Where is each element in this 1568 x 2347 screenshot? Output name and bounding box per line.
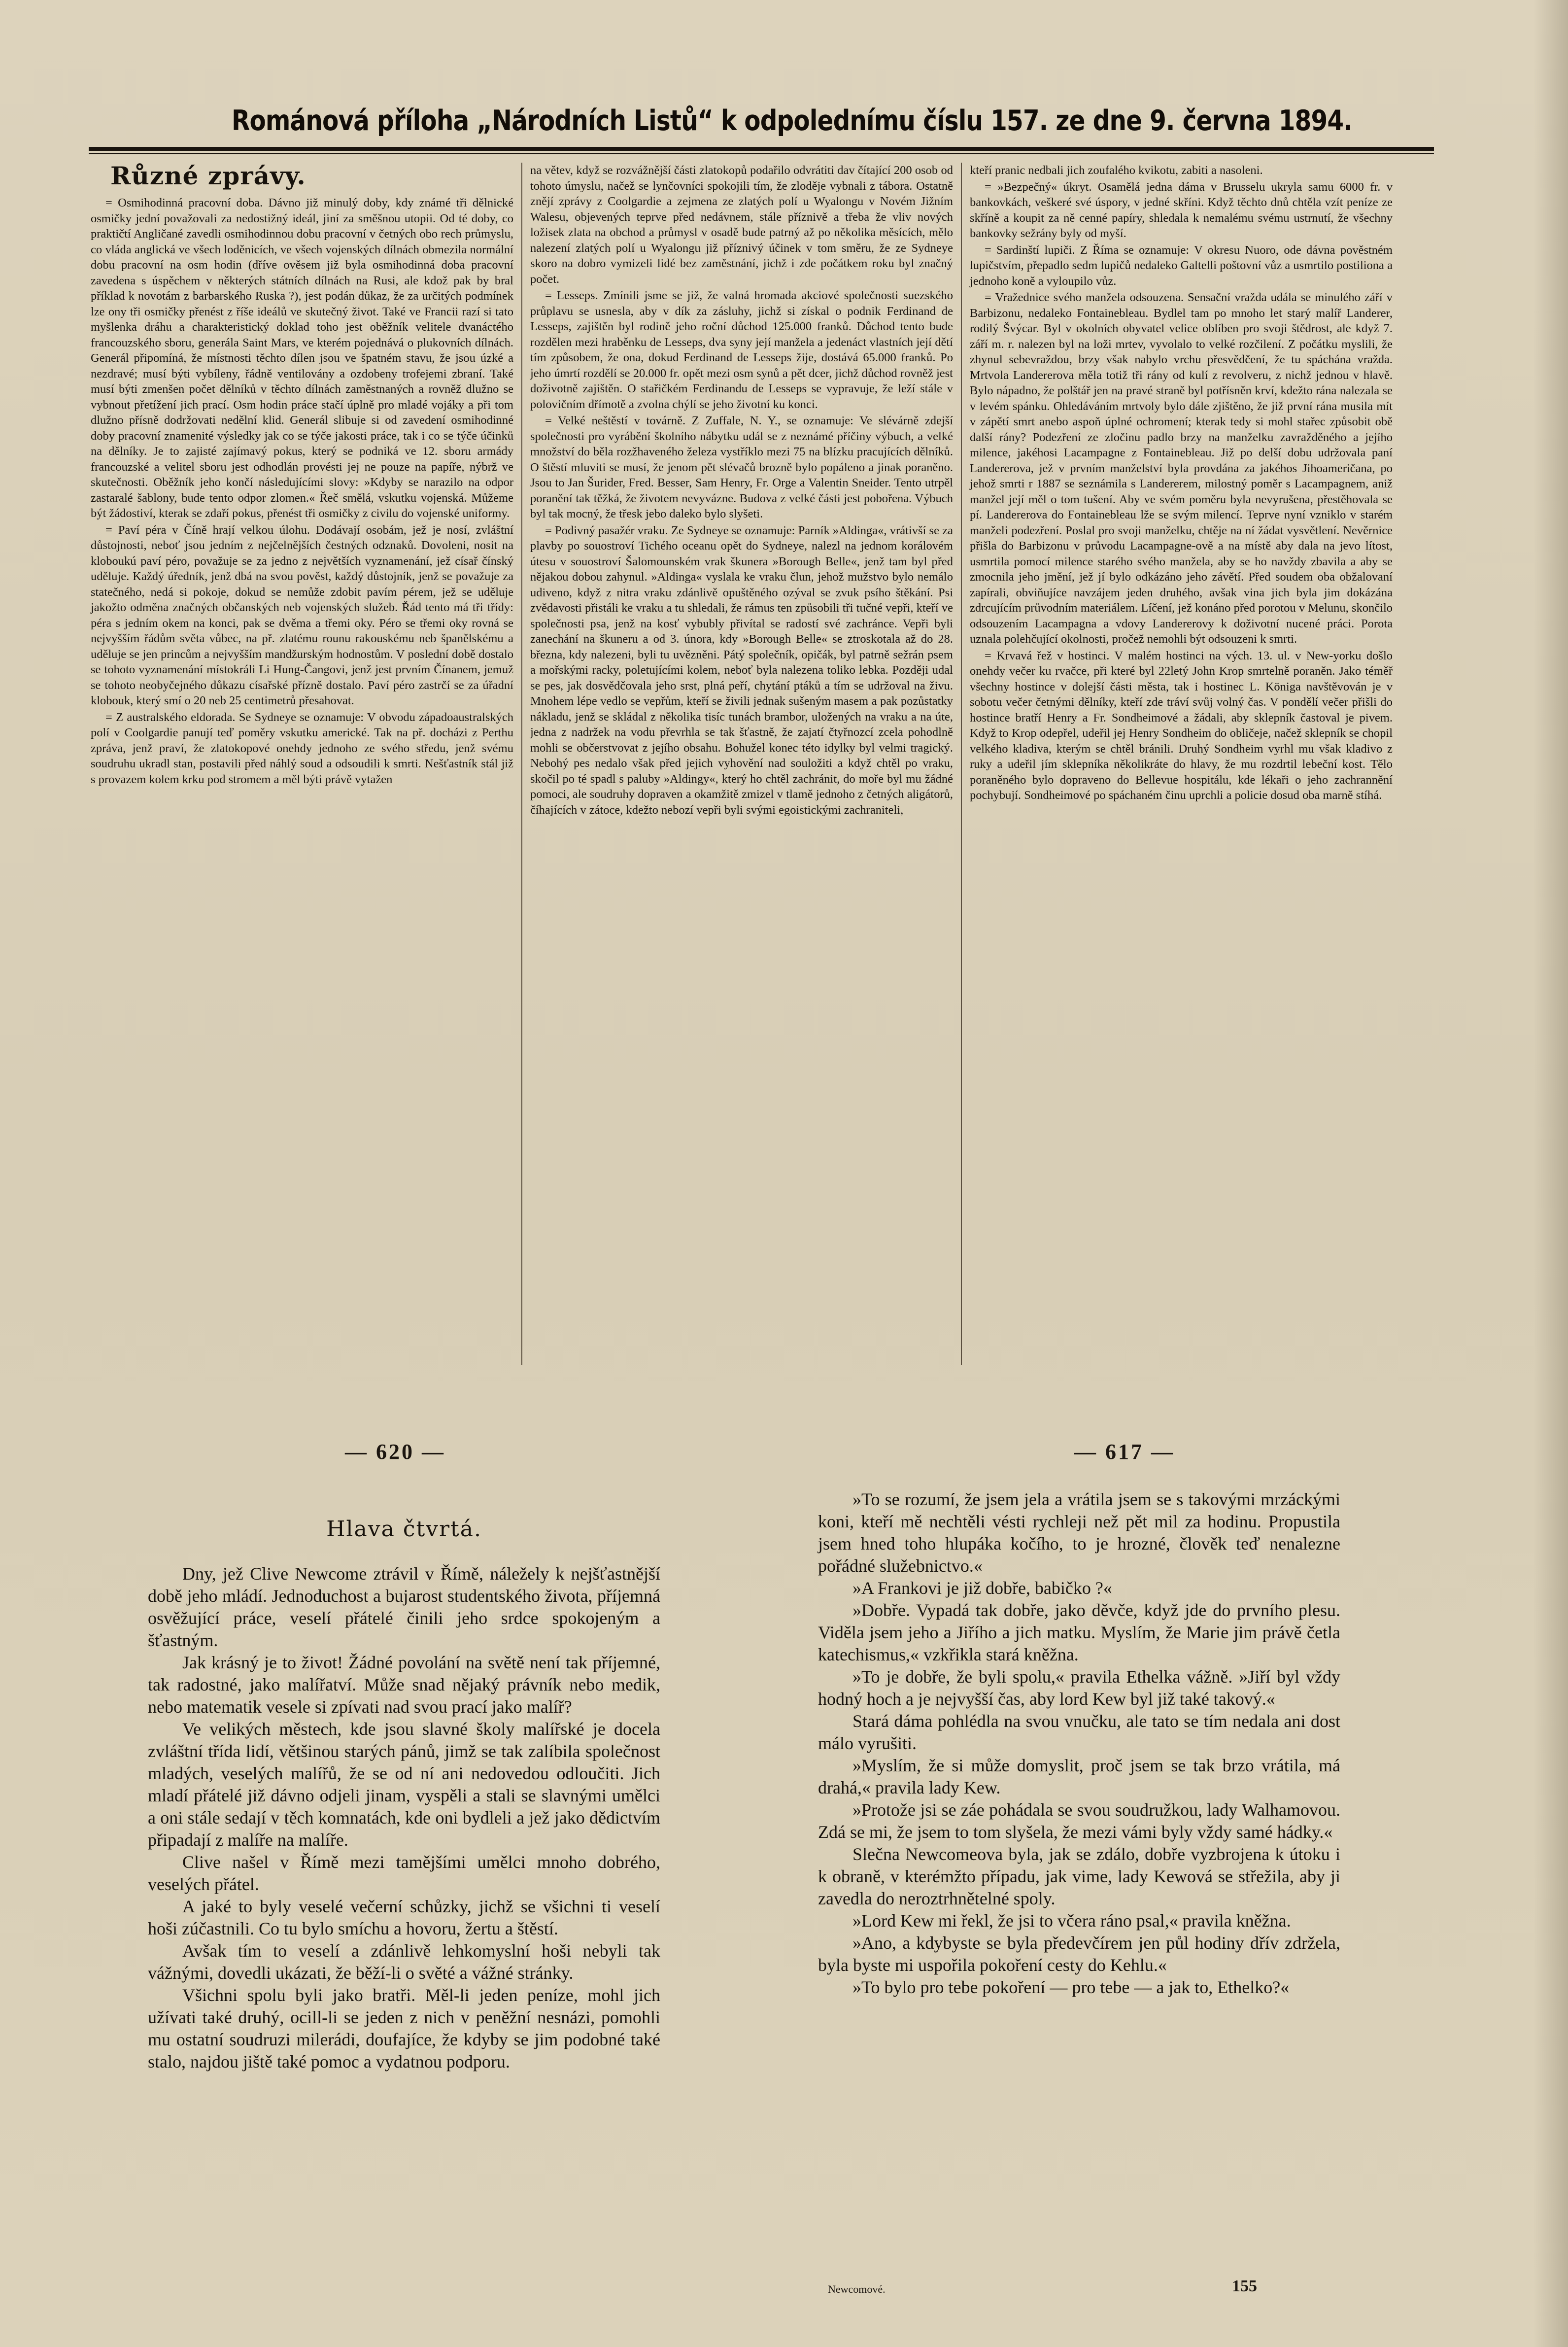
- news-item: = Osmihodinná pracovní doba. Dávno již minulý doby, kdy známé tři dělnické osmičky jední považovali za nedostižný ideál, jiní za směšnou utopii. Od té doby, co praktičtí Angličané zavedli osmihodinnou dobu pracovní v četných obo rech průmyslu, co vláda anglická ve všech loděnicích, ve všech vojenských dílnách obmezila normální dobu pracovní na osm hodin (dříve ověsem již byla osmihodinná doba pracovní zavedena s úspěchem v některých státních dílnách na Rusi, ale kdož pak by bral příklad k novotám z barbarského Ruska ?), jest podán důkaz, že za určitých podmínek lze ony tři osmičky přenést z říše ideálů ve skutečný život. Také ve Francii razí si tato myšlenka dráhu a charakteristický doklad toho jest oběžník velitele dvanáctého francouzského sboru, generála Saint Mars, ve kterém pojednává o plukovních dílnách. Generál připomíná, že místnosti těchto dílen jsou ve špatném stavu, že jsou úzké a nezdravé; musí býti vybíleny, řádně ventilovány a ozdobeny trofejemi zbraní. Také musí býti zmenšen počet dělníků v těchto dílnách zaměstnaných a rovněž dlužno se vybnout přetížení jich prací. Osm hodin práce stačí úplně pro mladé vojáky a při tom dlužno přísně dodržovati nedělní klid. Generál slibuje si od zavedení osmihodinné doby pracovní znamenité výsledky jak co se týče jakosti práce, tak i co se týče účinků na dělníky. Je to zajisté zajímavý pokus, který se podniká ve 12. sboru armády francouzské a velitel sboru jest odhodlán provésti jej ne pouze na papíře, nýbrž ve skutečnosti. Oběžník jeho končí následujícími slovy: »Kdyby se narazilo na odpor zastaralé šablony, bude tento odpor zlomen.« Řeč smělá, vskutku vojenská. Můžeme být žádostiví, kterak se zdaří pokus, přenést tři osmičky z civilu do vojenské uniformy.: [91, 196, 513, 520]
- news-item: = Paví péra v Číně hrají velkou úlohu. Dodávají osobám, jež je nosí, zvláštní důstojnosti, neboť jsou jedním z nejčelnějších čestných odznaků. Dovoleni, nosit na kloboukú paví péro, považuje se za jedno z největších vyznamenání, jež císař čínský uděluje. Každý úředník, jenž dbá na svou pověst, každý důstojník, jenž se považuje za statečného, nedá si pokoje, dokud se nemůže zdobit pavím pérem, jež se uděluje jakožto odměna značných občanských neb vojenských služeb. Řád tento má tři třídy: péra s jedním okem na konci, pak se dvěma a třemi oky. Péro se třemi oky rovná se nejvyšším řádům světa vůbec, na př. zlatému rounu rakouskému neb španělskému a uděluje se jen princům a nejvyšším mandžurským hodnostům. V poslední době dostalo se tohoto vyznamenání místokráli Li Hung-Čangovi, jenž jest prvním Čínanem, jemuž se tohoto neobyčejného důkazu císařské přízně dostalo. Paví péro zastrčí se za úřadní klobouk, který smí o 20 neb 25 centimetrů přesahovat.: [91, 523, 513, 707]
- section-title: Různé zprávy.: [110, 161, 306, 190]
- book-paragraph: Jak krásný je to život! Žádné povolání na světě není tak příjemné, tak radostné, jako malířatví. Může snad nějaký právník nebo medik, nebo matematik vesele si zpívati nad svou prací jako malíř?: [148, 1653, 660, 1717]
- book-paragraph: Clive našel v Římě mezi tamějšími umělci mnoho dobrého, veselých přátel.: [148, 1852, 660, 1894]
- left-book-page: [148, 1503, 660, 2073]
- news-item: = Z australského eldorada. Se Sydneye se oznamuje: V obvodu západoaustralských polí v Coolgardie panují teď poměry vskutku americké. Tak na př. docházi z Perthu zpráva, jenž praví, že zlatokopové onehdy jednoho ze svého středu, jenž svému soudruhu ukradl stan, postavili před náhlý soud a odsoudili k smrti. Nešťastník stál již s provazem kolem krku pod stromem a měl býti právě vytažen: [91, 710, 513, 786]
- news-item: na větev, když se rozvážnější části zlatokopů podařilo odvrátiti dav čítající 200 osob od tohoto úmyslu, načež se lynčovníci spokojili tím, že zloděje vybnali z tábora. Ostatně znějí zprávy z Coolgardie a zejmena ze zlatých polí u Wyalongu v Novém Jižním Walesu, objevených teprve před nedávnem, stále příznivě a třeba že vliv nových ložisek zlata na obchod a průmysl v osadě bude patrný až po několika měsících, mělo nalezení zlatých polí u Wyalongu již příznivý účinek v tom směru, že ze Sydneye skoro na dobro vymizeli lidé bez zaměstnání, jichž i zde počátkem roku byl značný počet.: [530, 164, 953, 286]
- chapter-title: Hlava čtvrtá.: [326, 1517, 482, 1542]
- news-item: = Krvavá řež v hostinci. V malém hostinci na vých. 13. ul. v New-yorku došlo onehdy večer ku rvačce, při které byl 22letý John Krop smrtelně poraněn. Jako téměř všechny hostince v dolejší části města, tak i hostinec L. Königa navštěvován je v sobotu večer četnými dělníky, kteří zde tráví svůj volný čas. V pondělí večer přišli do hostince bratří Henry a Fr. Sondheimové a žádali, aby sklepník častoval je pivem. Když to Krop odepřel, udeřil jej Henry Sondheim do obličeje, načež sklepník se chopil velkého kladiva, kterým se chtěl bránili. Druhý Sondheim vyrhl mu však kladivo z ruky a udeřil jím sklepníka několikráte do hlavy, že mu rozdrtil lebeční kost. Tělo poraněného bylo dopraveno do Bellevue hospitálu, kde lékaři o jeho zachrannění pochybují. Sondheimové po spáchaném činu uprchli a policie dosud oba marně stíhá.: [970, 649, 1393, 802]
- book-paragraph: Stará dáma pohlédla na svou vnučku, ale tato se tím nedala ani dost málo vyrušiti.: [818, 1711, 1340, 1753]
- news-item: = Vražednice svého manžela odsouzena. Sensační vražda udála se minulého září v Barbizonu, nedaleko Fontainebleau. Bydlel tam po mnoho let starý malíř Landerer, rodilý Švýcar. Byl v okolních obyvatel velice oblíben pro svoji štědrost, ale když 7. září m. r. nalezen byl na loži mrtev, vyvolalo to velké rozčilení. Z počátku myslili, že zhynul sebevraždou, brzy však nabylo vrchu přesvědčení, že tu spáchána vražda. Mrtvola Landererova měla totiž tři rány od kulí z revolveru, z nichž jednou v hlavě. Bylo nápadno, že polštář jen na pravé straně byl potřísněn krví, kdežto rána nalezala se v levém spánku. Ohledáváním mrtvoly bylo dále zjištěno, že již první rána musila mít v zápětí smrt anebo aspoň úplné ochromení; kterak tedy si mohl stařec způsobit obě další rány? Podezření ze zločinu padlo brzy na manželku zavražděného a jejího milence, jakéhosi Lacampagne z Fontainebleau. Již po delší dobu udržovala paní Landererova, jež v prvním manželství byla provdána za jakéhos Jihoameričana, po jehož smrti r 1887 se seznámila s Landererem, milostný poměr s Lacampagnem, aniž manžel její měl o tom tušení. Aby ve svém poměru byla nevyrušena, přestěhovala se pí. Landererova do Fontainebleau lže se svým milencí. Teprve nyní vzniklo v starém manželi podezření. Poslal pro svoji manželku, chtěje na ní žádat vysvětlení. Nevěrnice přišla do Barbizonu v průvodu Lacampagne-ově a na místě aby dala na jevo lítost, usmrtila pomocí milence starého svého manžela, aby se ho navždy zbavila a aby se zmocnila jeho jmění, jež jí bylo odkázáno jeho závětí. Před soudem oba obžalovaní zapírali, obviňujíce navzájem jeden druhého, avšak vina jich byla jim dokázána zdrcujícím průvodním materiálem. Líčení, jež konáno před porotou v Melunu, skončilo odsouzením Lacampagna a vdovy Landererovy k doživotní nucené práci. Porota uznala polehčující okolnosti, pročež nemohli být odsouzeni k smrti.: [970, 291, 1393, 646]
- news-item: = Lesseps. Zmínili jsme se již, že valná hromada akciové společnosti suezského průplavu se usnesla, aby v dík za zásluhy, jichž si získal o podnik Ferdinand de Lesseps, zajištěn byl rodině jeho roční důchod 125.000 franků. Důchod tento bude rozdělen mezi hraběnku de Lesseps, dva syny její manžela a jedenáct vlastních její dětí tím způsobem, že ona, dokud Ferdinand de Lesseps žije, dostává 65.000 franků. Po jeho úmrtí rozdělí se 20.000 fr. opět mezi osm synů a pět dcer, jichž důchod rovněž jest doživotně zajištěn. O stařičkém Ferdinandu de Lesseps se vypravuje, že leží stále v polovičním dřímotě a zvolna chýlí se jeho životní ku konci.: [530, 289, 953, 411]
- book-paragraph: »Protože jsi se záe pohádala se svou soudružkou, lady Walhamovou. Zdá se mi, že jsem to tom slyšela, že mezi vámi byly vždy samé hádky.«: [818, 1800, 1340, 1842]
- news-item: kteří pranic nedbali jich zoufalého kvikotu, zabiti a nasoleni.: [970, 164, 1263, 177]
- news-column-2: [530, 163, 953, 819]
- right-book-page: [818, 1488, 1340, 1999]
- masthead-rule-thin: [89, 153, 1434, 154]
- news-column-1: [91, 163, 513, 788]
- book-paragraph: Slečna Newcomeova byla, jak se zdálo, dobře vyzbrojena k útoku i k obraně, v kterémžto případu, jak vime, lady Kewová se střežila, aby ji zavedla do neroztrhnětelné spoly.: [818, 1844, 1340, 1908]
- book-paragraph: Dny, jež Clive Newcome ztrávil v Římě, náležely k nejšťastnější době jeho mládí. Jednoduchost a bujarost studentského života, příjemná osvěžující práce, veselí přátelé činili jeho srdce spokojeným a šťastným.: [148, 1564, 660, 1650]
- book-paragraph: »To se rozumí, že jsem jela a vrátila jsem se s takovými mrzáckými koni, kteří mě nechtěli vésti rychleji než pět mil za hodinu. Propustila jsem hned toho hlupáka kočího, to je hrozné, člověk teď nenalezne pořádné služebnictvo.«: [818, 1489, 1340, 1576]
- book-paragraph: »Lord Kew mi řekl, že jsi to včera ráno psal,« pravila kněžna.: [852, 1911, 1291, 1931]
- book-page-number: 155: [1232, 2277, 1257, 2295]
- book-paragraph: »Ano, a kdybyste se byla předevčírem jen půl hodiny dřív zdržela, byla byste mi uspořila pokoření cesty do Kehlu.«: [818, 1933, 1340, 1975]
- book-footer-title: Newcomové.: [828, 2283, 886, 2295]
- news-item: = Podivný pasažér vraku. Ze Sydneye se oznamuje: Parník »Aldinga«, vrátivší se za plavby po souostroví Tichého oceanu opět do Sydneye, nalezl na jednom korálovém útesu v souostroví Šalomounském vrak škunera »Borough Belle«, jenž tam byl před nějakou dobou zahynul. »Aldinga« vyslala ke vraku člun, jehož mužstvo bylo nemálo udiveno, když z nitra vraku zdánlivě opuštěného ozýval se zvuk psího štěkání. Psi zvědavosti přistáli ke vraku a tu shledali, že rámus ten způsobili tři tučné vepři, kteří ve společnosti psa, jenž na kosť vybubly přivítal se radostí své zachránce. Vepři byli zanechání na škuneru a od 3. února, kdy »Borough Belle« se ztroskotala až do 28. března, kdy nalezeni, byli tu uvězněni. Pátý společník, opičák, byl patrně sežrán psem a mořskými racky, poletujícími kolem, neboť byla nalezena toliko lebka. Později udal se pes, jak dosvědčovala jeho srst, plná peří, chytání ptáků a tím se udržoval na živu. Mnohem lépe vedlo se vepřům, kteří se živili jednak sušeným masem a pak pozůstatky nákladu, jenž se skládal z několika tisíc tunách brambor, uložených na vraku a na úte, jedna z nadržek na vodu převrhla se tak šťastně, že zajatí čtyřnozcí zcela pohodlně mohli se občerstvovat z jejího obsahu. Bohužel konec této idylky byl velmi tragický. Nebohý pes nedalo však před jejich vyhovění nad souložiti a když chtěl po vraku, skočil po té spadl s paluby »Aldingy«, který ho chtěl zachránit, do moře byl mu žádné pomoci, ale soudruhy dopraven a okamžitě zmizel v tlamě jednoho z četných aligátorů, číhajících v zátoce, kdežto nebozí vepři byli svými egoistickými zachraniteli,: [530, 523, 953, 817]
- page-edge-shadow: [1534, 0, 1568, 2347]
- book-paragraph: Všichni spolu byli jako bratři. Měl-li jeden peníze, mohl jich užívati také druhý, ocill-li se jeden z nich v peněžní nesnázi, pomohli mu ostatní soudruzi milerádi, doufajíce, že kdyby se jim podobné také stalo, najdou jiště také pomoc a vydatnou podporu.: [148, 1985, 660, 2071]
- book-paragraph: A jaké to byly veselé večerní schůzky, jichž se všichni ti veselí hoši zúčastnili. Co tu bylo smíchu a hovoru, žertu a štěstí.: [148, 1897, 660, 1938]
- book-paragraph: »Dobře. Vypadá tak dobře, jako děvče, když jde do prvního plesu. Viděla jsem jeho a Jiřího a jich matku. Myslím, že Marie jim právě četla katechismus,« vzkřikla stará kněžna.: [818, 1600, 1340, 1664]
- news-item: = »Bezpečný« úkryt. Osamělá jedna dáma v Brusselu ukryla samu 6000 fr. v bankovkách, veškeré své úspory, v jedné skříni. Když těchto dnů chtěla vzít peníze ze skříně a koupit za ně cenné papíry, shledala k nemalému svému ustrnutí, že všechny bankovky sežrány byly od myší.: [970, 180, 1393, 240]
- book-paragraph: Ve velikých městech, kde jsou slavné školy malířské je docela zvláštní třída lidí, většinou starých pánů, jimž se tak zalíbila společnost mladých, veselých malířů, že se od ní ani nedovedou odloučiti. Jich mladí přátelé již dávno odjeli jinam, vyspěli a stali se slavnými umělci a oni stále sedají v těch komnatách, kde oni bydleli a jež jako dědictvím připadají z malíře na malíře.: [148, 1719, 660, 1850]
- news-item: = Sardinští lupiči. Z Říma se oznamuje: V okresu Nuoro, ode dávna pověstném lupičstvím, přepadlo sedm lupičů nedaleko Galtelli poštovní vůz a usmrtilo postiliona a jednoho koně a vyloupilo vůz.: [970, 243, 1393, 288]
- book-paragraph: »Myslím, že si může domyslit, proč jsem se tak brzo vrátila, má drahá,« pravila lady Kew.: [818, 1756, 1340, 1797]
- column-divider: [961, 163, 962, 1365]
- book-paragraph: Avšak tím to veselí a zdánlivě lehkomyslní hoši nebyli tak vážnými, dovedli ukázati, že běží-li o světé a vážné stránky.: [148, 1941, 660, 1983]
- masthead: Románová příloha „Národních Listů“ k odpolednímu číslu 157. ze dne 9. června 1894.: [232, 104, 1352, 137]
- column-divider: [521, 163, 522, 1365]
- book-paragraph: »A Frankovi je již dobře, babičko ?«: [852, 1578, 1112, 1598]
- book-paragraph: »To je dobře, že byli spolu,« pravila Ethelka vážně. »Jiří byl vždy hodný hoch a je nejvyšší čas, aby lord Kew byl již také takový.«: [818, 1667, 1340, 1709]
- left-page-number: — 620 —: [345, 1440, 445, 1464]
- news-column-3: [970, 163, 1393, 804]
- masthead-rule: [89, 147, 1434, 151]
- book-paragraph: »To bylo pro tebe pokoření — pro tebe — a jak to, Ethelko?«: [852, 1977, 1290, 1997]
- right-page-number: — 617 —: [1074, 1440, 1175, 1464]
- news-item: = Velké neštěstí v továrně. Z Zuffale, N. Y., se oznamuje: Ve slévárně zdejší společnosti pro vyrábění školního nábytku udál se z neznámé příčiny výbuch, a velké množství do běla rozžhaveného železa vystříklo mezi 75 na blízku pracujících dělníků. O štěstí mluviti se musí, že jenom pět slévačů brozně bylo popáleno a jinak poraněno. Jsou to Jan Šurider, Fred. Besser, Sam Henry, Fr. Orge a Valentin Sneider. Tento utrpěl poranění tak těžká, že životem nevyvázne. Budova z velké části jest pobořena. Výbuch byl tak mocný, že třesk jebo daleko bylo slyšeti.: [530, 414, 953, 520]
